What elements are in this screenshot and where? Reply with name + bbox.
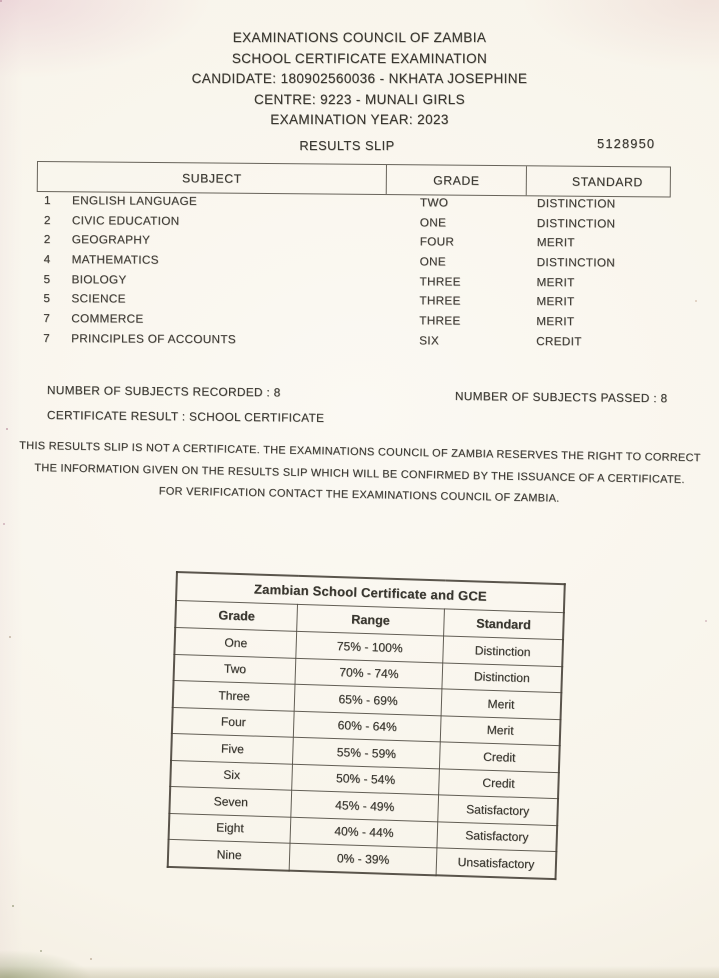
subject-name: MATHEMATICS — [71, 253, 159, 267]
standard-value: DISTINCTION — [536, 216, 616, 231]
disclaimer-line-1: THIS RESULTS SLIP IS NOT A CERTIFICATE. THE EXAMINATIONS COUNCIL OF ZAMBIA RESERVES THE RIGHT TO CORRECT — [19, 439, 701, 465]
range-cell: 70% - 74% — [295, 658, 443, 689]
org-name: EXAMINATIONS COUNCIL OF ZAMBIA — [232, 30, 487, 45]
certificate-result: CERTIFICATE RESULT : SCHOOL CERTIFICATE — [46, 408, 325, 425]
column-header-standard: STANDARD — [571, 174, 643, 189]
standard-cell: Merit — [440, 715, 560, 745]
subject-name: CIVIC EDUCATION — [71, 213, 180, 228]
range-cell: 50% - 54% — [292, 764, 440, 795]
subjects-recorded-count: NUMBER OF SUBJECTS RECORDED : 8 — [46, 383, 281, 400]
column-header-grade: Grade — [175, 601, 297, 632]
exam-year-line: EXAMINATION YEAR: 2023 — [270, 112, 449, 127]
subject-name: PRINCIPLES OF ACCOUNTS — [71, 332, 237, 347]
serial-number: 5128950 — [597, 136, 656, 151]
standard-cell: Unsatisfactory — [436, 848, 556, 879]
column-header-range: Range — [297, 604, 445, 636]
standard-value: MERIT — [536, 275, 575, 290]
standard-value: CREDIT — [536, 334, 582, 349]
standard-value: MERIT — [536, 236, 575, 250]
standard-cell: Merit — [441, 689, 561, 719]
grade-value: TWO — [419, 196, 449, 210]
grade-cell: Four — [172, 707, 294, 737]
grade-value: ONE — [419, 216, 447, 230]
standard-value: MERIT — [536, 295, 575, 309]
grade-value: THREE — [419, 275, 461, 289]
standard-value: DISTINCTION — [536, 256, 616, 270]
subject-name: COMMERCE — [71, 312, 144, 326]
standard-cell: Satisfactory — [438, 795, 558, 825]
column-header-standard: Standard — [444, 609, 564, 640]
row-number: 5 — [43, 272, 51, 286]
grade-value: FOUR — [419, 235, 455, 249]
disclaimer-line-3: FOR VERIFICATION CONTACT THE EXAMINATIONS COUNCIL OF ZAMBIA. — [158, 485, 560, 505]
range-cell: 45% - 49% — [291, 790, 439, 821]
disclaimer-line-2: THE INFORMATION GIVEN ON THE RESULTS SLIP WHICH WILL BE CONFIRMED BY THE ISSUANCE OF A CERTIFICATE. — [34, 461, 685, 486]
subjects-passed-count: NUMBER OF SUBJECTS PASSED : 8 — [454, 389, 668, 406]
grade-value: SIX — [419, 334, 440, 348]
results-table-header-row — [37, 161, 671, 198]
range-cell: 65% - 69% — [294, 684, 442, 715]
row-number: 7 — [43, 312, 51, 326]
subject-name: ENGLISH LANGUAGE — [71, 194, 198, 208]
grade-cell: Six — [170, 760, 292, 790]
grading-scale-table — [167, 571, 566, 880]
grade-cell: Two — [174, 654, 296, 684]
standard-cell: Distinction — [442, 662, 562, 692]
grade-cell: Seven — [169, 786, 291, 816]
row-number: 2 — [43, 213, 51, 227]
subject-name: SCIENCE — [71, 292, 126, 306]
grade-cell: Nine — [168, 839, 290, 870]
document-header — [0, 30, 719, 133]
subject-name: GEOGRAPHY — [71, 233, 151, 248]
standard-cell: Credit — [439, 742, 559, 772]
grade-value: THREE — [419, 314, 461, 328]
results-rows — [0, 194, 719, 356]
grade-value: ONE — [419, 255, 447, 269]
row-number: 5 — [43, 292, 51, 306]
grade-cell: Five — [171, 733, 293, 763]
standard-value: DISTINCTION — [536, 197, 616, 211]
range-cell: 40% - 44% — [290, 817, 438, 848]
grade-cell: One — [174, 628, 296, 658]
standard-cell: Satisfactory — [437, 821, 557, 851]
grading-table-title: Zambian School Certificate and GCE — [176, 572, 565, 613]
column-header-grade: GRADE — [387, 165, 527, 195]
standard-value: MERIT — [536, 315, 575, 329]
standard-cell: Credit — [439, 768, 559, 798]
range-cell: 60% - 64% — [293, 711, 441, 742]
results-slip-title: RESULTS SLIP — [299, 138, 395, 153]
row-number: 2 — [43, 233, 51, 247]
subject-name: BIOLOGY — [71, 272, 127, 287]
range-cell: 0% - 39% — [289, 843, 437, 875]
range-cell: 55% - 59% — [293, 737, 441, 768]
scan-noise-speckles — [0, 0, 2, 2]
grade-cell: Three — [173, 680, 295, 710]
grade-cell: Eight — [169, 813, 291, 843]
candidate-line: CANDIDATE: 180902560036 - NKHATA JOSEPHINE — [191, 71, 528, 86]
standard-cell: Distinction — [443, 636, 563, 666]
disclaimer-text — [0, 439, 719, 517]
grade-value: THREE — [419, 294, 461, 309]
centre-line: CENTRE: 9223 - MUNALI GIRLS — [253, 91, 466, 107]
row-number: 7 — [43, 331, 51, 345]
row-number: 1 — [43, 194, 51, 208]
exam-name: SCHOOL CERTIFICATE EXAMINATION — [231, 50, 488, 66]
range-cell: 75% - 100% — [296, 631, 444, 662]
row-number: 4 — [43, 253, 51, 267]
column-header-subject: SUBJECT — [38, 162, 387, 194]
table-row — [0, 332, 718, 356]
